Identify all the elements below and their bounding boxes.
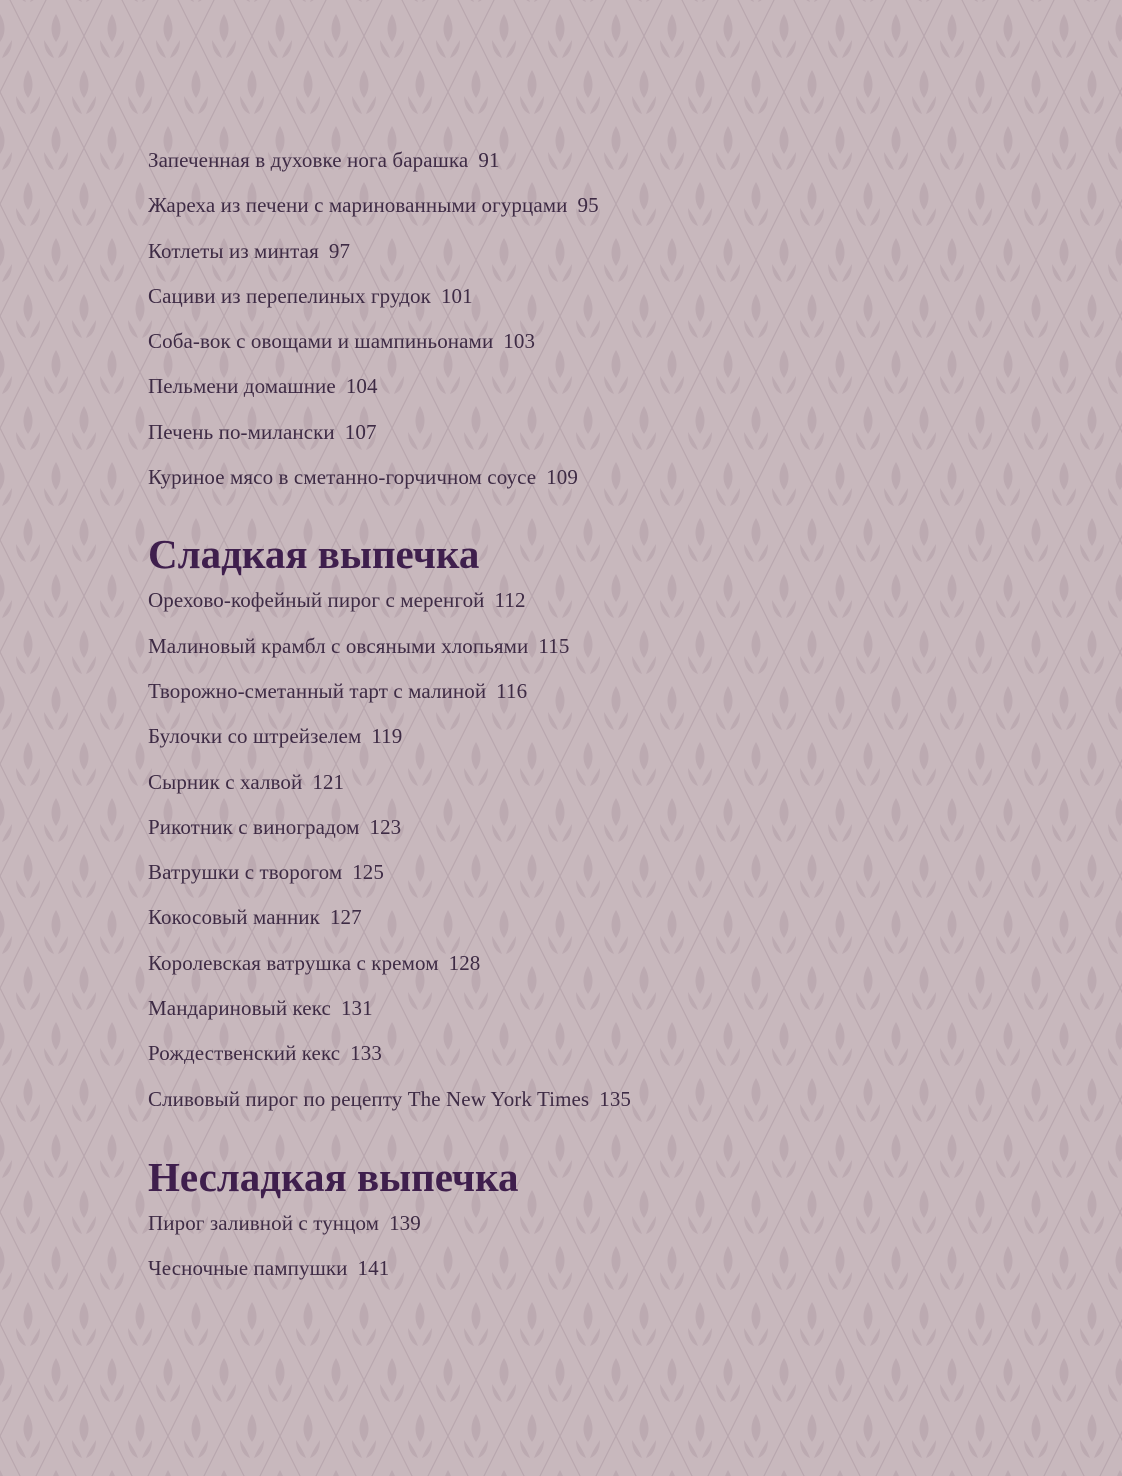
toc-entry[interactable] [148, 1246, 1048, 1291]
toc-entry[interactable] [148, 1031, 1048, 1076]
toc-entry-title: Сырник с халвой [148, 769, 303, 794]
toc-entry-title: Пирог заливной с тунцом [148, 1210, 380, 1235]
toc-entry-page-number: 135 [599, 1086, 632, 1111]
toc-entry-title: Мандариновый кекс [148, 996, 331, 1021]
table-of-contents [148, 138, 1048, 1292]
toc-entry-page-number: 133 [350, 1041, 382, 1066]
toc-entry-page-number: 128 [448, 950, 481, 975]
toc-entry-page-number: 95 [577, 193, 599, 218]
toc-entry[interactable] [148, 364, 1048, 409]
toc-entry-page-number: 107 [344, 419, 377, 444]
toc-entry-page-number: 109 [546, 465, 579, 490]
toc-entry-page-number: 131 [340, 996, 373, 1021]
toc-entry-title: Королевская ватрушка с кремом [148, 950, 439, 975]
toc-entry[interactable] [148, 578, 1048, 623]
toc-entry[interactable] [148, 941, 1048, 986]
toc-entry[interactable] [148, 850, 1048, 895]
toc-entry-page-number: 123 [369, 814, 402, 839]
toc-entry-title: Соба-вок с овощами и шампиньонами [148, 329, 494, 354]
toc-entry-page-number: 125 [352, 860, 385, 885]
savory-entry-list [148, 1201, 1048, 1292]
toc-entry-title: Чесночные пампушки [148, 1256, 348, 1281]
section-title-sweet: Сладкая выпечка [148, 531, 480, 578]
toc-entry-title: Булочки со штрейзелем [148, 724, 362, 749]
toc-entry[interactable] [148, 138, 1048, 183]
toc-entry-page-number: 91 [478, 148, 500, 172]
toc-entry-title: Сливовый пирог по рецепту The New York Times [148, 1086, 590, 1111]
toc-entry[interactable] [148, 714, 1048, 759]
toc-entry[interactable] [148, 274, 1048, 319]
toc-entry-title: Запеченная в духовке нога барашка [148, 148, 469, 172]
toc-entry-page-number: 112 [494, 588, 526, 613]
toc-entry-page-number: 141 [357, 1256, 390, 1281]
toc-entry-page-number: 104 [345, 374, 378, 399]
toc-entry-title: Ватрушки с творогом [148, 860, 343, 885]
toc-entry[interactable] [148, 455, 1048, 500]
toc-entry-title: Малиновый крамбл с овсяными хлопьями [148, 633, 529, 658]
toc-entry-page-number: 119 [371, 724, 403, 749]
toc-entry-title: Рождественский кекс [148, 1041, 341, 1066]
toc-entry-title: Куриное мясо в сметанно-горчичном соусе [148, 465, 537, 490]
toc-entry[interactable] [148, 229, 1048, 274]
toc-entry[interactable] [148, 1201, 1048, 1246]
sweet-entry-list [148, 578, 1048, 1122]
toc-entry[interactable] [148, 319, 1048, 364]
toc-entry[interactable] [148, 183, 1048, 228]
toc-entry[interactable] [148, 895, 1048, 940]
toc-entry[interactable] [148, 624, 1048, 669]
toc-entry[interactable] [148, 986, 1048, 1031]
toc-entry[interactable] [148, 760, 1048, 805]
toc-entry-title: Орехово-кофейный пирог с меренгой [148, 588, 485, 613]
toc-entry-page-number: 121 [312, 769, 345, 794]
toc-entry[interactable] [148, 410, 1048, 455]
toc-entry-page-number: 127 [329, 905, 362, 930]
toc-entry-title: Рикотник с виноградом [148, 814, 360, 839]
toc-entry[interactable] [148, 1077, 1048, 1122]
toc-entry-page-number: 101 [440, 283, 473, 308]
toc-entry-title: Печень по-милански [148, 419, 335, 444]
toc-entry-title: Пельмени домашние [148, 374, 336, 399]
toc-entry-title: Сациви из перепелиных грудок [148, 283, 431, 308]
toc-entry[interactable] [148, 805, 1048, 850]
toc-entry-title: Жареха из печени с маринованными огурцами [148, 193, 568, 218]
toc-entry-page-number: 139 [389, 1210, 421, 1235]
toc-entry-page-number: 97 [328, 238, 351, 263]
toc-entry-title: Кокосовый манник [148, 905, 320, 930]
toc-entry-title: Котлеты из минтая [148, 238, 319, 263]
toc-entry-page-number: 103 [503, 329, 536, 354]
toc-entry-page-number: 115 [538, 633, 570, 658]
toc-entry[interactable] [148, 669, 1048, 714]
intro-entry-list [148, 138, 1048, 500]
section-title-savory: Несладкая выпечка [148, 1153, 519, 1200]
toc-entry-page-number: 116 [496, 678, 528, 703]
toc-entry-title: Творожно-сметанный тарт с малиной [148, 678, 487, 703]
